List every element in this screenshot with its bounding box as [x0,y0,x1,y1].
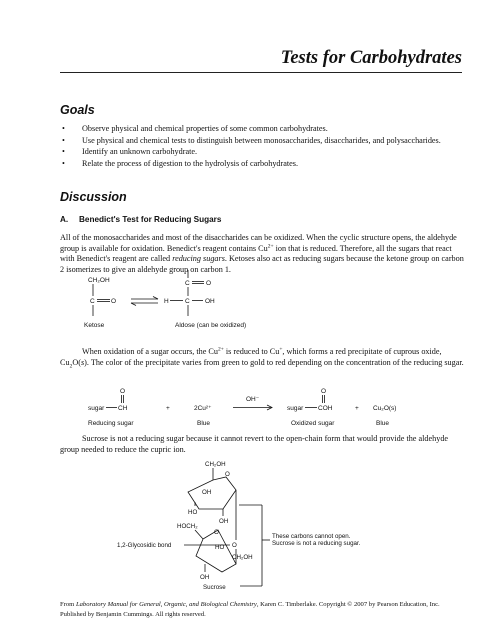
fructose-ho: HO [215,544,225,551]
fructose-hoch2: HOCH₂ [177,523,198,530]
reactant-ch: CH [118,405,128,412]
caption-blue: Blue [197,420,211,427]
goal-item: • Observe physical and chemical properties of some common carbohydrates. [62,124,328,133]
benedict-reaction [0,385,495,429]
cupric-ion: 2Cu²⁺ [194,405,212,412]
ketose-c: C [90,298,95,305]
reactant-carbonyl-o: O [120,388,126,395]
fructose-oh: OH [200,574,210,581]
sucrose-caption: Sucrose [203,584,226,590]
goal-item: • Relate the process of digestion to the hydrolysis of carbohydrates. [62,158,299,168]
product-carbonyl-o: O [321,388,327,395]
fructose-ch2oh: CH₂OH [232,554,253,561]
bullet-icon: • [62,158,65,168]
bullet-icon: • [62,124,65,133]
paragraph-oxidation: When oxidation of a sugar occurs, the $Cu^{2+}$ is reduced to Cu+, which forms a red precipitate of cuprous oxide, $Cu_2O(s)$. The color of the precipitate varies from green to gold to red depending on the concentration of the reducing sugar. [60,346,464,370]
glucose-oh-bottom: OH [219,518,229,525]
caption-blue-2: Blue [376,420,390,427]
goal-item: • Use physical and chemical tests to distinguish between monosaccharides, disaccharides, and polysaccharides. [62,135,441,145]
glucose-ch2oh: CH₂OH [205,461,226,468]
ketose-aldose-diagram [0,270,495,332]
paragraph-reducing-sugars: All of the monosaccharides and most of the disaccharides can be oxidized. When the cyclic structure opens, the aldehyde group is available for oxidation. Benedict's reagent contains $Cu^{2+}$ ion that is reduced. Therefore, all the sugars that react with Benedict's reagent are called reducing sugars. Ketoses also act as reducing sugars because the ketone group on carbon 2 isomerizes to give an aldehyde group on carbon 1. [60,233,464,274]
paragraph-sucrose: Sucrose is not a reducing sugar because it cannot revert to the open-chain form that would provide the aldehyde group needed to reduce the cupric ion. [60,434,449,454]
product-sugar: sugar [287,405,304,412]
glycosidic-bond-label: 1,2-Glycosidic bond [117,542,172,549]
fructose-ring-o: O [214,529,219,536]
aldose-c1: C [185,280,190,287]
goal-item: • Identify an unknown carbohydrate. [62,147,198,156]
section-a-title: Benedict's Test for Reducing Sugars [79,215,222,224]
title-rule [60,72,462,73]
reactant-sugar: sugar [88,405,105,412]
glucose-oh: OH [202,489,212,496]
bullet-icon: • [62,135,65,145]
callout-note-1: These carbons cannot open. [272,533,351,540]
section-a-heading [60,215,221,224]
book-title: Laboratory Manual for General, Organic, and Biological Chemistry [75,601,257,608]
plus-sign: + [166,405,170,412]
aldose-h2: H [164,298,169,305]
section-a-letter: A. [60,215,69,224]
sucrose-structure [0,460,495,590]
glycosidic-o: O [232,542,237,549]
caption-oxidized-sugar: Oxidized sugar [291,420,335,427]
ketose-ch2oh: CH₂OH [88,277,110,284]
callout-note-2: Sucrose is not a reducing sugar. [272,540,361,547]
bullet-icon: • [62,147,65,156]
goals-heading: Goals [60,103,95,117]
caption-reducing-sugar: Reducing sugar [88,420,134,427]
discussion-heading: Discussion [60,190,127,204]
ketose-o: O [111,298,117,305]
page-title: Tests for Carbohydrates [280,48,462,68]
aldose-oh: OH [205,298,215,305]
product-coh: COH [318,405,333,412]
plus-sign-2: + [355,405,359,412]
aldose-o: O [206,280,212,287]
glucose-ho: HO [188,509,198,516]
hydroxide-catalyst: OH⁻ [246,396,260,403]
glucose-ring-o: O [225,471,230,478]
aldose-c2: C [185,298,190,305]
copyright-footer: From Laboratory Manual for General, Organic, and Biological Chemistry, Karen C. Timberlake. Copyright © 2007 by Pearson Education, Inc. Published by Benjamin Cummings. All rights reserved. [60,601,440,618]
ketose-caption: Ketose [84,322,105,329]
aldose-caption: Aldose (can be oxidized) [175,322,247,329]
goals-list [60,124,465,170]
cuprous-oxide: Cu₂O(s) [373,405,397,412]
